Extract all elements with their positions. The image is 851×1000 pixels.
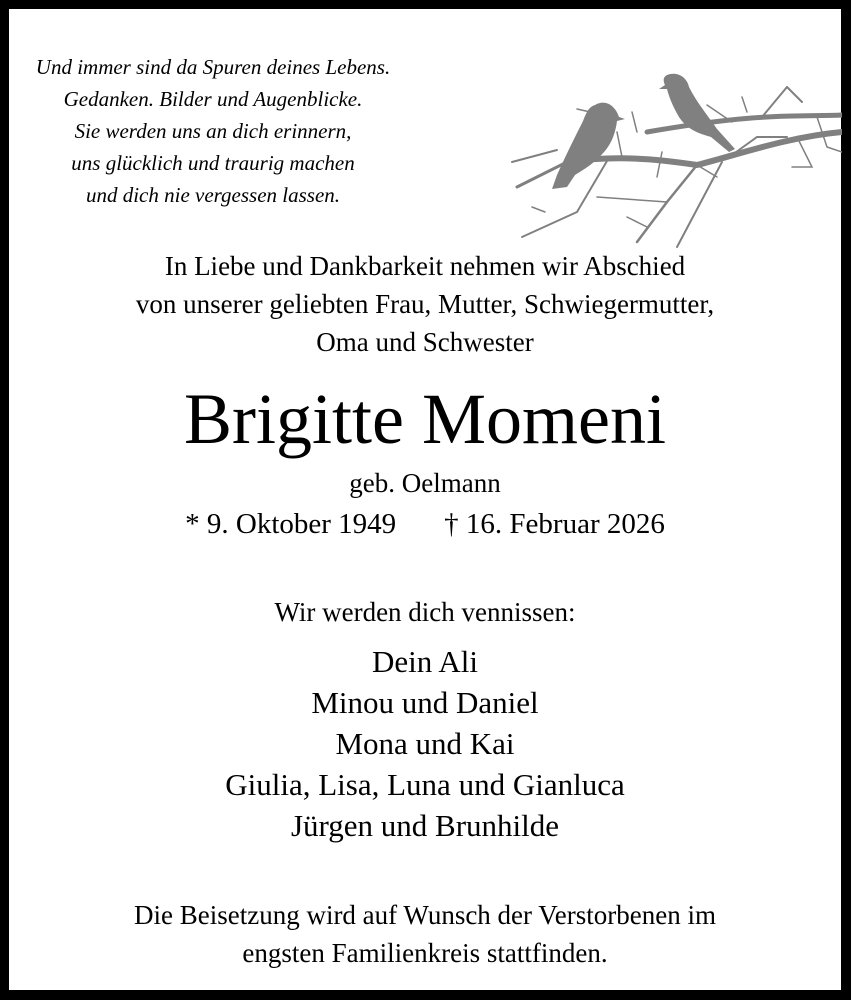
poem — [23, 51, 403, 211]
death-date: † 16. Februar 2026 — [444, 508, 665, 540]
closing-line: Die Beisetzung wird auf Wunsch der Verstorbenen im — [133, 900, 717, 930]
life-dates — [9, 506, 841, 542]
mourners-heading: Wir werden dich vennissen: — [274, 597, 576, 627]
farewell-intro — [9, 247, 841, 361]
deceased-name: Brigitte Momeni — [184, 379, 666, 459]
mourners-list — [9, 641, 841, 846]
poem-line: Und immer sind da Spuren deines Lebens. — [35, 55, 391, 79]
poem-line: Sie werden uns an dich erinnern, — [74, 119, 352, 143]
birth-date: * 9. Oktober 1949 — [185, 508, 397, 540]
mourner-entry: Jürgen und Brunhilde — [290, 808, 560, 843]
poem-line: und dich nie vergessen lassen. — [85, 183, 341, 207]
mourner-entry: Giulia, Lisa, Luna und Gianluca — [225, 767, 625, 802]
maiden-name: geb. Oelmann — [349, 468, 501, 498]
intro-line: von unserer geliebten Frau, Mutter, Schwiegermutter, — [135, 289, 715, 319]
mourner-entry: Dein Ali — [372, 644, 478, 679]
poem-line: Gedanken. Bilder und Augenblicke. — [63, 87, 363, 111]
burial-notice — [9, 896, 841, 972]
intro-line: In Liebe und Dankbarkeit nehmen wir Abschied — [164, 251, 686, 281]
mourner-entry: Mona und Kai — [335, 726, 515, 761]
poem-line: uns glücklich und traurig machen — [71, 151, 355, 175]
obituary-notice — [9, 9, 841, 990]
birds-on-branch-icon — [497, 37, 842, 252]
mourner-entry: Minou und Daniel — [311, 685, 539, 720]
closing-line: engsten Familienkreis stattfinden. — [242, 938, 608, 968]
intro-line: Oma und Schwester — [316, 327, 534, 357]
